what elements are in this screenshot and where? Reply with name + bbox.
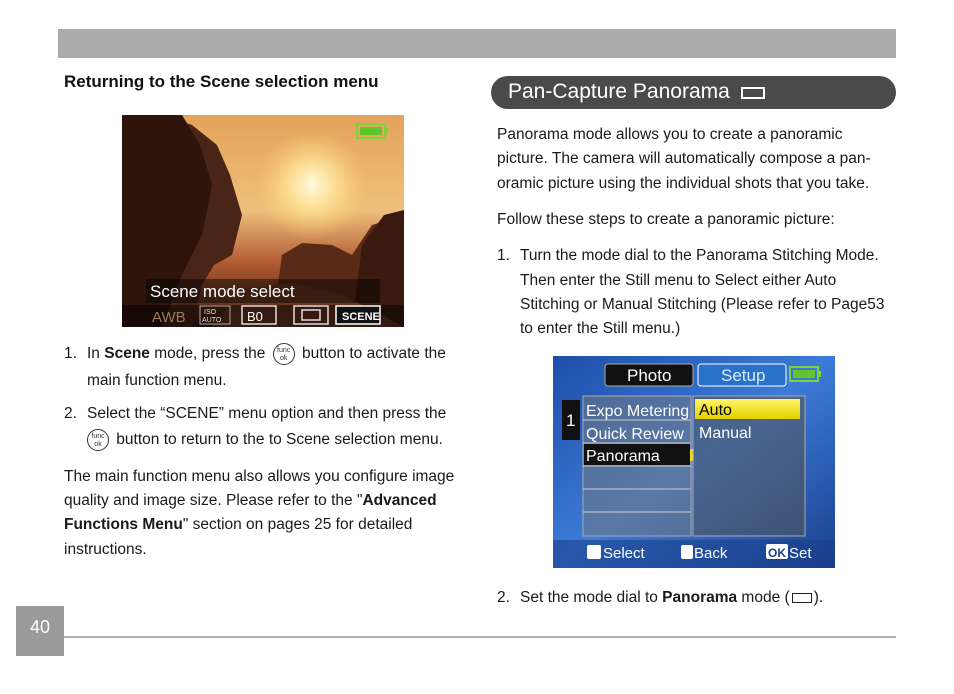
intro-line: Panorama mode allows you to create a panoramic <box>497 126 843 143</box>
option-manual: Manual <box>699 425 752 442</box>
func-ok-button-icon: func ok <box>87 429 109 451</box>
dpad-icon <box>587 545 601 559</box>
step-1-line: Turn the mode dial to the Panorama Stitching Mode. <box>520 247 879 264</box>
footer-back: Back <box>694 545 728 562</box>
paragraph-line: quality and image size. Please refer to the "Advanced <box>64 492 437 509</box>
svg-text:ISO: ISO <box>204 309 217 316</box>
step-1-line: Stitching or Manual Stitching (Please refer to Page53 <box>520 296 885 313</box>
svg-text:B0: B0 <box>247 309 263 324</box>
step-number: 2. <box>64 405 77 422</box>
step-2-text: Set the mode dial to Panorama mode ( ). <box>520 589 824 606</box>
tab-setup: Setup <box>721 366 766 385</box>
section-heading: Returning to the Scene selection menu <box>64 72 379 91</box>
step-1-line: Then enter the Still menu to Select either Auto <box>520 272 837 289</box>
header-bar <box>58 29 896 58</box>
footer-line <box>64 636 896 638</box>
panorama-icon <box>792 593 812 603</box>
step-1-text: In Scene mode, press the func ok button to activate the <box>87 342 467 366</box>
section-title: Pan-Capture Panorama <box>508 80 730 103</box>
step-number: 2. <box>497 589 510 606</box>
scene-mode-photo <box>122 115 404 327</box>
menu-item-quick-review: Quick Review <box>586 426 684 443</box>
page-number: 40 <box>29 617 51 637</box>
awb-icon: AWB <box>152 309 186 326</box>
panorama-icon <box>741 87 765 99</box>
back-icon <box>681 545 693 559</box>
intro-line: picture. The camera will automatically compose a pan- <box>497 150 871 167</box>
step-1-line: to enter the Still menu.) <box>520 320 681 337</box>
menu-item-expo-metering: Expo Metering <box>586 403 690 420</box>
footer-set: Set <box>789 545 812 562</box>
option-auto: Auto <box>699 402 732 419</box>
step-2-text-cont: func ok button to return to the to Scene selection menu. <box>84 428 443 452</box>
func-ok-button-icon: func ok <box>273 343 295 365</box>
menu-item-panorama: Panorama <box>586 448 660 465</box>
step-number: 1. <box>497 247 510 264</box>
step-2-text: Select the “SCENE” menu option and then press the <box>87 405 447 422</box>
ok-icon: OK <box>768 546 786 560</box>
follow-text: Follow these steps to create a panoramic picture: <box>497 211 835 228</box>
paragraph-line: The main function menu also allows you configure image <box>64 468 455 485</box>
page-indicator: 1 <box>566 411 576 430</box>
tab-photo: Photo <box>627 366 672 385</box>
camera-menu-screenshot <box>553 356 835 568</box>
svg-text:SCENE: SCENE <box>342 311 380 323</box>
step-1-text-cont: main function menu. <box>87 372 227 389</box>
overlay-label: Scene mode select <box>150 282 295 301</box>
paragraph-line: Functions Menu" section on pages 25 for detailed <box>64 516 413 533</box>
svg-text:AUTO: AUTO <box>202 317 222 324</box>
paragraph-line: instructions. <box>64 541 147 558</box>
step-number: 1. <box>64 345 77 362</box>
intro-line: oramic picture using the individual shots that you take. <box>497 175 870 192</box>
footer-select: Select <box>603 545 645 562</box>
